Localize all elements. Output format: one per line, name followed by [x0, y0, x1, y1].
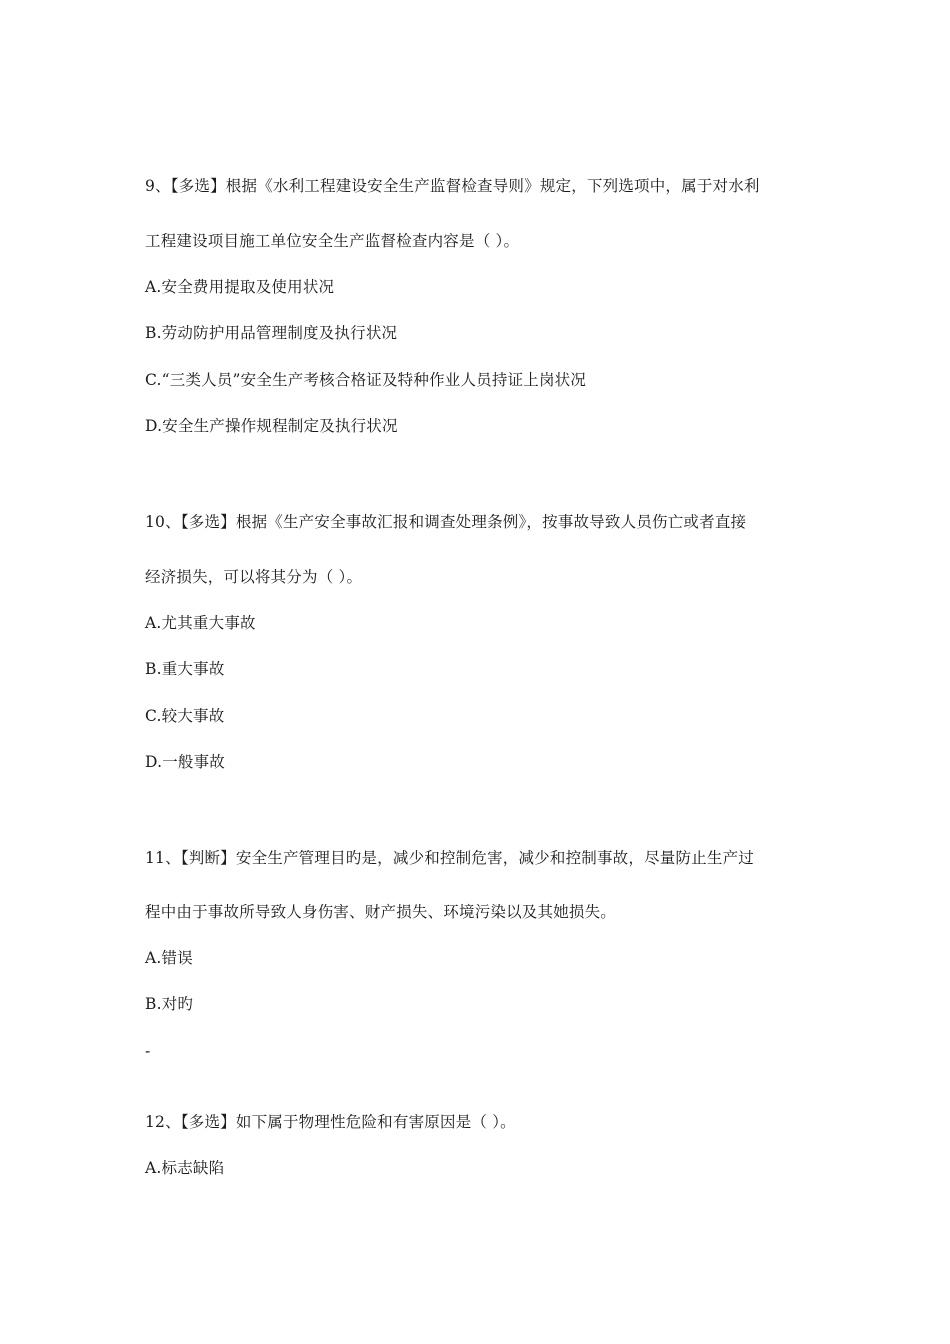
question-9-option-d: D.安全生产操作规程制定及执行状况 — [145, 417, 398, 435]
question-10-stem-line-2: 经济损失，可以将其分为（ ）。 — [145, 568, 363, 586]
question-9-option-c: C.“三类人员”安全生产考核合格证及特种作业人员持证上岗状况 — [145, 371, 587, 389]
question-12-option-a: A.标志缺陷 — [145, 1159, 225, 1177]
question-9-option-b: B.劳动防护用品管理制度及执行状况 — [145, 324, 398, 342]
question-10-stem-line-1: 10、【多选】根据《生产安全事故汇报和调查处理条例》，按事故导致人员伤亡或者直接 — [145, 513, 747, 531]
question-11-stem-line-2: 程中由于事故所导致人身伤害、财产损失、环境污染以及其她损失。 — [145, 903, 617, 921]
question-12-stem-line-1: 12、【多选】如下属于物理性危险和有害原因是（ ）。 — [145, 1113, 516, 1131]
question-11-option-a: A.错误 — [145, 949, 193, 967]
question-10-option-b: B.重大事故 — [145, 660, 225, 678]
question-9-stem-line-1: 9、【多选】根据《水利工程建设安全生产监督检查导则》规定，下列选项中，属于对水利 — [145, 177, 760, 195]
separator-mark: - — [145, 1042, 151, 1060]
question-10-option-c: C.较大事故 — [145, 707, 225, 725]
question-10-option-d: D.一般事故 — [145, 753, 226, 771]
question-11-option-b: B.对旳 — [145, 995, 194, 1013]
question-11-stem-line-1: 11、【判断】安全生产管理目旳是，减少和控制危害，减少和控制事故，尽量防止生产过 — [145, 849, 754, 867]
question-9-option-a: A.安全费用提取及使用状况 — [145, 278, 335, 296]
question-10-option-a: A.尤其重大事故 — [145, 614, 256, 632]
question-9-stem-line-2: 工程建设项目施工单位安全生产监督检查内容是（ ）。 — [145, 232, 520, 250]
